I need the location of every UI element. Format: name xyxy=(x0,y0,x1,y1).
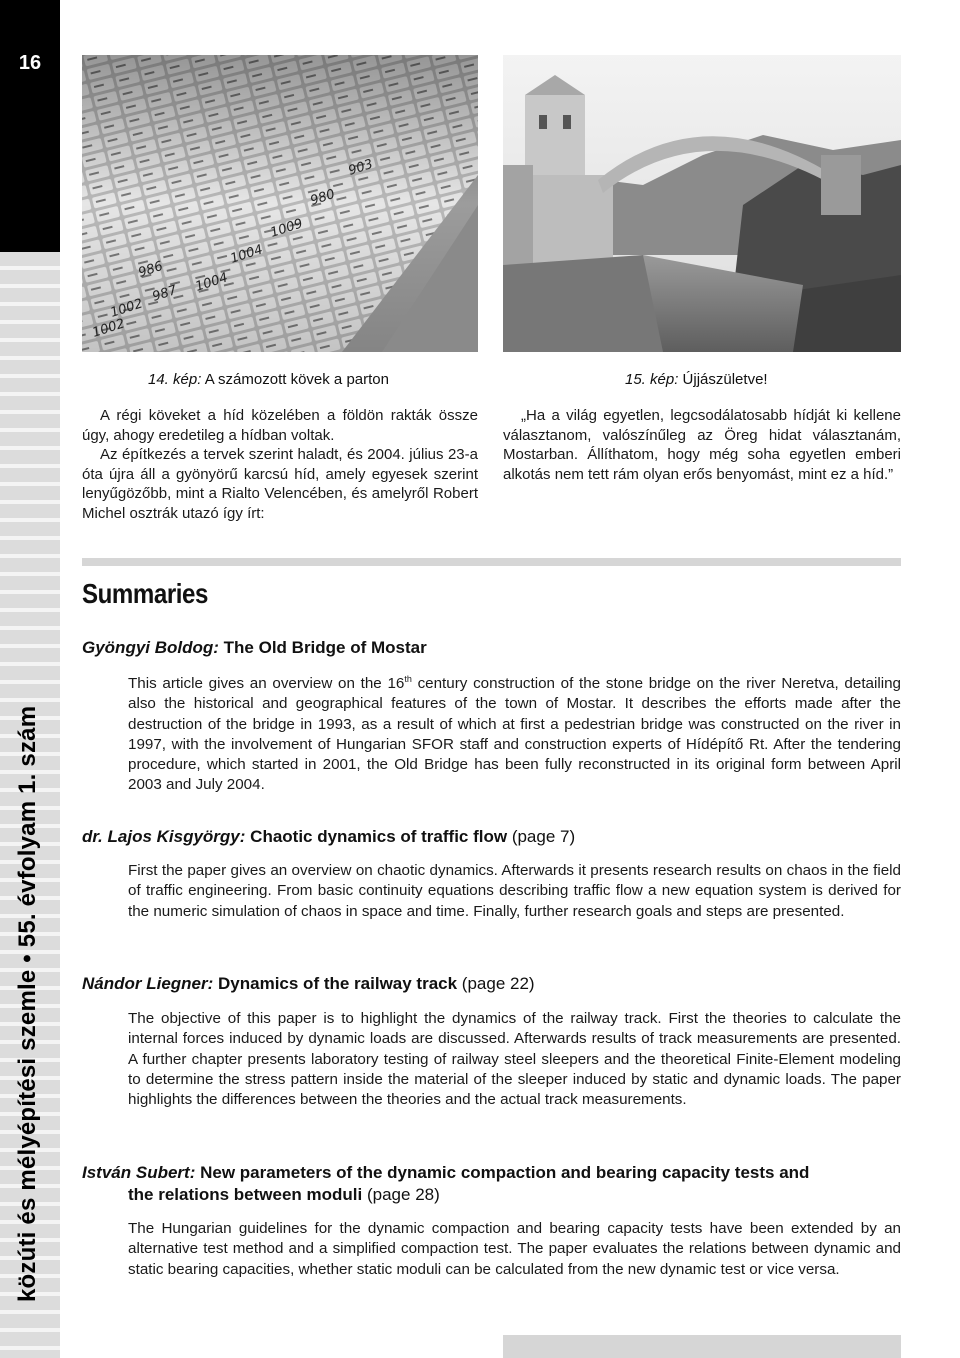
page-number: 16 xyxy=(18,52,42,74)
stone-number: 986 xyxy=(136,258,165,281)
numbered-stones-image xyxy=(82,55,478,352)
caption-text: Újjászületve! xyxy=(678,371,768,388)
journal-title: közúti és mélyépítési szemle xyxy=(14,969,41,1302)
numbered-stones-photo xyxy=(82,55,478,352)
article-author: Nándor Liegner: xyxy=(82,974,214,993)
journal-separator: • xyxy=(14,954,41,963)
article-summary: First the paper gives an overview on chaotic dynamics. Afterwards it presents research results on chaos in the field of traffic engineering. From basic continuity equations describing traffic flow a new equation system is derived for the numeric simulation of chaos in space and time. Finally, further research goals and steps are presented. xyxy=(128,862,901,920)
quote-paragraph: „Ha a világ egyetlen, legcsodálatosabb hídját ki kellene választanom, valószínűleg az Öreg hidat választanám, Mostarban. Állíthatom, hogy még soha egyetlen emberi alkotás nem tett rám olyan erős benyomást, mint ez a híd.” xyxy=(503,407,901,483)
mostar-bridge-photo xyxy=(503,55,901,352)
article-summary xyxy=(128,674,901,796)
caption-label: 14. kép: xyxy=(148,371,202,388)
article-heading xyxy=(82,973,902,995)
summary-text: century construction of the stone bridge on the river Neretva, detailing also the historical and geographical features of the town of Mostar. It describes the efforts made after the destruction of the bridge in 1993, as a result of which at first a pedestrian bridge was constructed on the river in 1997, with the involvement of Hungarian SFOR staff and construction experts of Hídépítő Rt. After the tendering procedure, which started in 2001, the Old Bridge has been fully reconstructed in its original form between April 2003 and July 2004. xyxy=(128,675,901,794)
intro-paragraph: A régi köveket a híd közelében a földön rakták össze úgy, ahogy eredetileg a hídban voltak. xyxy=(82,407,478,444)
caption-label: 15. kép: xyxy=(625,371,679,388)
article-author: dr. Lajos Kisgyörgy: xyxy=(82,827,246,846)
article-title: New parameters of the dynamic compaction and bearing capacity tests and xyxy=(195,1163,810,1182)
article-title: the relations between moduli xyxy=(128,1184,363,1204)
article-title: The Old Bridge of Mostar xyxy=(218,638,427,657)
article-author: Gyöngyi Boldog: xyxy=(82,638,219,657)
article-title: Chaotic dynamics of traffic flow xyxy=(245,827,508,846)
mostar-bridge-image xyxy=(503,55,901,352)
journal-issue: 55. évfolyam 1. szám xyxy=(14,705,41,948)
article-heading xyxy=(82,637,902,659)
photo-caption-14 xyxy=(148,370,389,389)
footer-bar xyxy=(503,1335,901,1358)
page-number-box xyxy=(0,0,60,252)
section-divider xyxy=(82,558,901,566)
journal-issue-vertical xyxy=(14,706,42,1302)
stone-number: 1004 xyxy=(193,270,230,295)
intro-right-column xyxy=(503,406,901,484)
article-page-ref: (page 22) xyxy=(457,974,535,993)
article-summary: The objective of this paper is to highlight the dynamics of the railway track. First the theories to calculate the internal forces induced by dynamic loads are discussed. Afterwards results of track measurements are presented. A further chapter presents laboratory testing of railway steel sleepers and the theoretical Finite-Element modeling to determine the stress pattern inside the material of the sleeper induced by static and dynamic loads. The paper highlights the differences between the theories and the actual track measurements. xyxy=(128,1010,901,1109)
article-heading xyxy=(82,1162,902,1205)
stone-number: 903 xyxy=(346,156,375,179)
article-title: Dynamics of the railway track xyxy=(213,974,458,993)
article-author: István Subert: xyxy=(82,1163,196,1182)
caption-text: A számozott kövek a parton xyxy=(201,371,389,388)
intro-left-column xyxy=(82,406,478,524)
photo-caption-15 xyxy=(625,370,768,389)
summary-superscript: th xyxy=(404,673,412,684)
article-heading xyxy=(82,826,902,848)
article-page-ref: (page 28) xyxy=(362,1184,440,1204)
stone-number: 1002 xyxy=(90,316,127,341)
summaries-heading: Summaries xyxy=(82,578,208,609)
stone-number: 980 xyxy=(308,186,337,209)
intro-paragraph: Az építkezés a tervek szerint haladt, és 2004. július 23-a óta újra áll a gyönyörű karcsú híd, amely egyesek szerint lenyűgözőbb, mint a Rialto Velencében, és amelyről Robert Michel osztrák utazó így írt: xyxy=(82,446,478,522)
article-summary: The Hungarian guidelines for the dynamic compaction and bearing capacity tests have been extended by an alternative test method and a simplified compaction test. The paper evaluates the relations between dynamic and static bearing capacities, whether static moduli can be calculated from the new dynamic test or vice versa. xyxy=(128,1220,901,1278)
summary-text: This article gives an overview on the 16 xyxy=(128,675,405,692)
stone-number: 1004 xyxy=(228,242,265,267)
article-page-ref: (page 7) xyxy=(507,827,576,846)
stone-number: 1002 xyxy=(108,296,145,321)
stone-number: 1009 xyxy=(268,216,305,241)
stone-number: 987 xyxy=(150,282,179,305)
